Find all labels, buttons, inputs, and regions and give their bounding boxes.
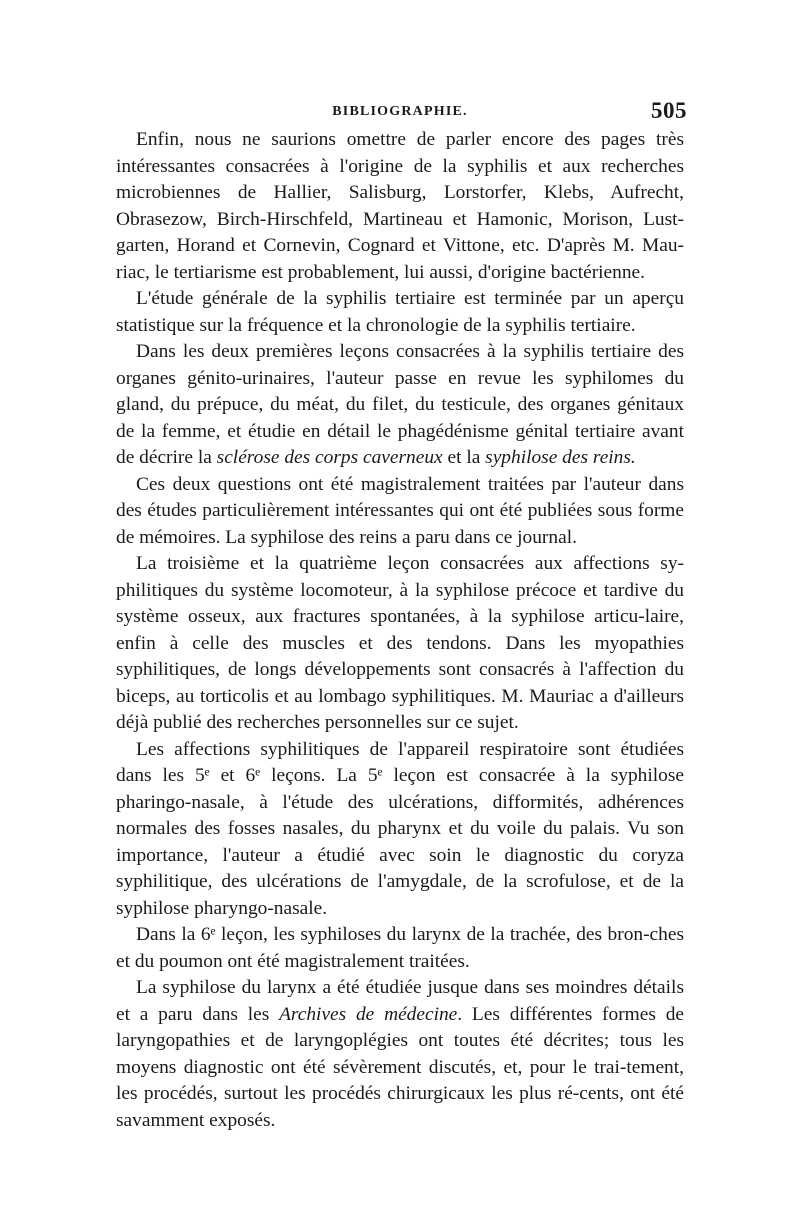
text-run: La syphilose du larynx a été étudiée jusque dans ses moindres détails et a paru dans les (116, 977, 684, 1025)
text-run: Dans la 6ᵉ leçon, les syphiloses du larynx de la trachée, des bron-ches et du poumon ont été magistralement traitées. (116, 924, 684, 972)
paragraph (116, 286, 684, 339)
paragraph (116, 551, 684, 737)
text-run: La troisième et la quatrième leçon consacrées aux affections sy-philitiques du système locomoteur, à la syphilose précoce et tardive du système osseux, aux fractures spontanées, à la syphilose articu-laire, enfin à celle des muscles et des tendons. Dans les myopathies syphilitiques, de longs développements sont consacrés à l'affection du biceps, au torticolis et au lombago syphilitiques. M. Mauriac a d'ailleurs déjà publié des recherches personnelles sur ce sujet. (116, 553, 684, 733)
text-run: et la (442, 447, 486, 468)
text-run: L'étude générale de la syphilis tertiaire est terminée par un aperçu statistique sur la fréquence et la chronologie de la syphilis tertiaire. (116, 288, 684, 336)
page-header (116, 96, 687, 126)
page-number: 505 (651, 98, 687, 123)
running-head: BIBLIOGRAPHIE. (332, 104, 468, 119)
body-text (116, 127, 684, 1134)
italic-text: syphilose des reins. (485, 447, 636, 468)
italic-text: Archives de médecine (279, 1003, 458, 1025)
text-run: Les affections syphilitiques de l'appareil respiratoire sont étudiées dans les 5ᵉ et 6ᵉ leçons. La 5ᵉ leçon est consacrée à la syphilose pharingo-nasale, à l'étude des ulcérations, difformités, adhérences normales des fosses nasales, du pharynx et du voile du palais. Vu son importance, l'auteur a étudié avec soin le diagnostic du coryza syphilitique, des ulcérations de l'amygdale, de la scrofulose, et de la syphilose pharyngo-nasale. (116, 738, 684, 919)
italic-text: sclérose des corps caverneux (216, 447, 443, 468)
text-run: Dans les deux premières leçons consacrées à la syphilis tertiaire des organes génito-urinaires, l'auteur passe en revue les syphilomes du gland, du prépuce, du méat, du filet, du testicule, des organes génitaux de la femme, et étudie en détail le phagédénisme génital tertiaire avant de décrire la (116, 341, 684, 468)
paragraph (116, 472, 684, 552)
text-run: Enfin, nous ne saurions omettre de parler encore des pages très intéressantes consacrées à l'origine de la syphilis et aux recherches microbiennes de Hallier, Salisburg, Lorstorfer, Klebs, Aufrecht, Obrasezow, Birch-Hirschfeld, Martineau et Hamonic, Morison, Lust-garten, Horand et Cornevin, Cognard et Vittone, etc. D'après M. Mau-riac, le tertiarisme est probablement, lui aussi, d'origine bactérienne. (116, 129, 684, 283)
paragraph (116, 127, 684, 286)
paragraph (116, 975, 684, 1134)
text-run: . Les différentes formes de laryngopathies et de laryngoplégies ont toutes été décrites; tous les moyens diagnostic ont été sévèrement discutés, et, pour le trai-tement, les procédés, surtout les procédés chirurgicaux les plus ré-cents, ont été savamment exposés. (116, 1003, 684, 1131)
text-run: Ces deux questions ont été magistralement traitées par l'auteur dans des études particulièrement intéressantes qui ont été publiées sous forme de mémoires. La syphilose des reins a paru dans ce journal. (116, 473, 684, 548)
paragraph (116, 922, 684, 975)
paragraph (116, 737, 684, 923)
paragraph (116, 339, 684, 472)
